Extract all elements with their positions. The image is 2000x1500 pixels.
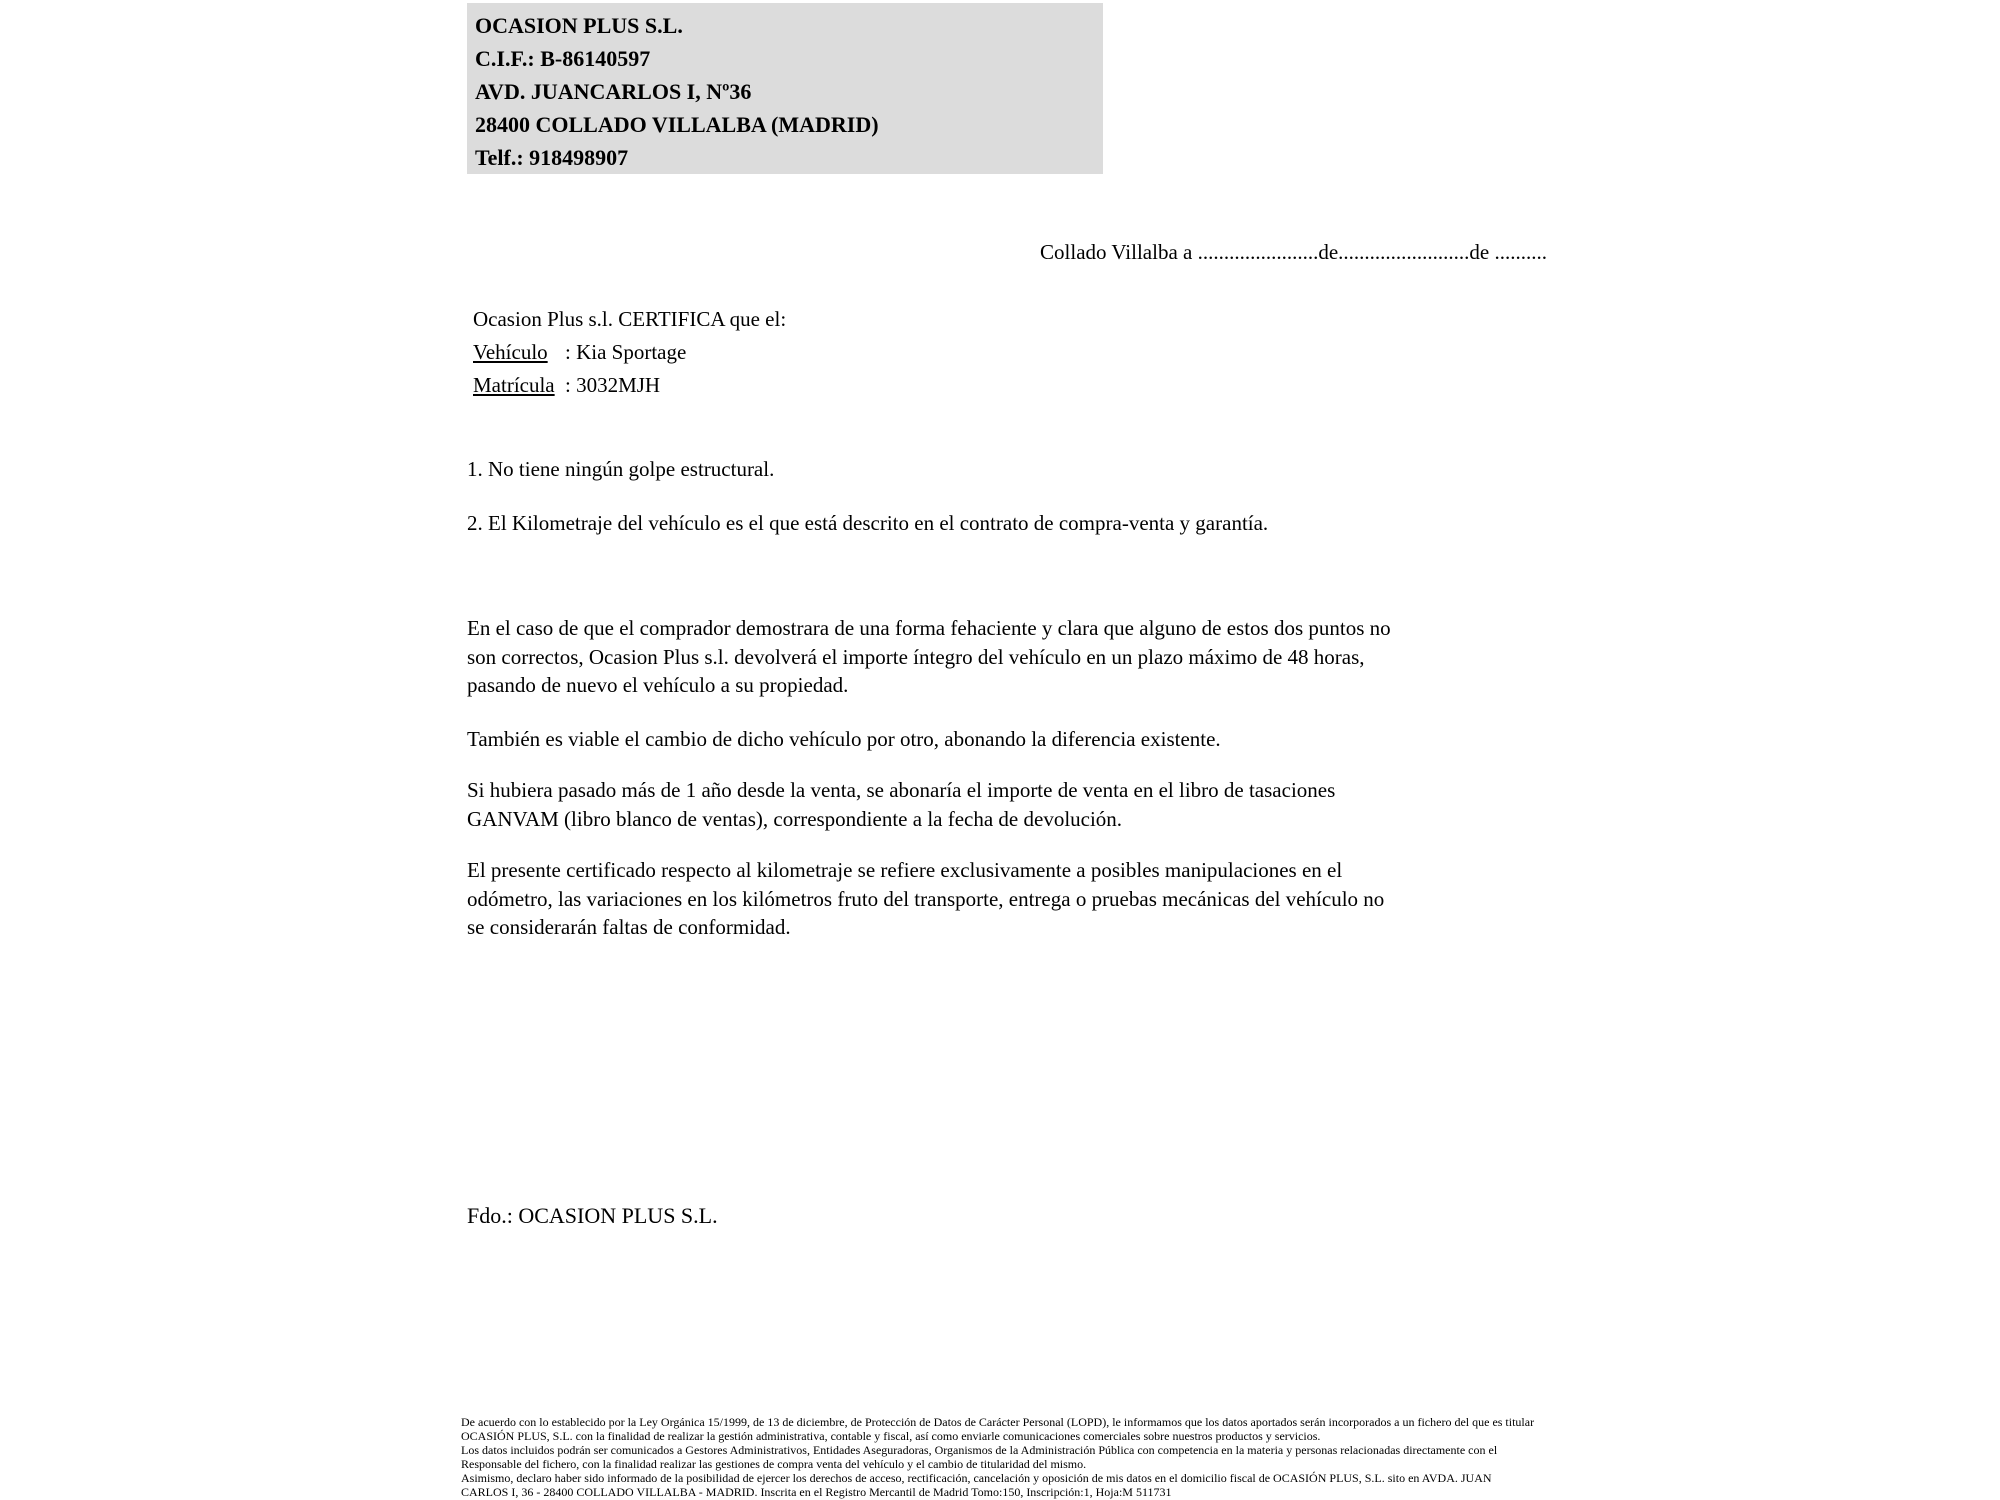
paragraph-exchange: También es viable el cambio de dicho vehículo por otro, abonando la diferencia existente.: [467, 727, 1221, 751]
legal-footer-line: Los datos incluidos podrán ser comunicados a Gestores Administrativos, Entidades Aseguradoras, Organismos de la Administración Pública con competencia en la materia y personas relacionadas directamente con el: [461, 1442, 1498, 1457]
company-phone: Telf.: 918498907: [475, 145, 629, 170]
paragraph-ganvam: Si hubiera pasado más de 1 año desde la venta, se abonaría el importe de venta en el libro de tasaciones GANVAM (libro blanco de ventas), correspondiente a la fecha de devolución.: [467, 778, 1336, 831]
vehicle-value: : Kia Sportage: [565, 340, 687, 364]
legal-footer: [461, 1416, 1571, 1499]
legal-footer-line: Responsable del fichero, con la finalidad realizar las gestiones de compra venta del vehículo y el cambio de titularidad del mismo.: [461, 1456, 1087, 1471]
company-header-box: [467, 3, 1103, 174]
vehicle-field: [473, 336, 786, 369]
signature-line: Fdo.: OCASION PLUS S.L.: [467, 1203, 718, 1228]
plate-field: [473, 369, 786, 402]
certify-intro: Ocasion Plus s.l. CERTIFICA que el:: [473, 307, 787, 331]
vehicle-label: Vehículo: [473, 340, 548, 364]
legal-footer-line: De acuerdo con lo establecido por la Ley Orgánica 15/1999, de 13 de diciembre, de Protección de Datos de Carácter Personal (LOPD), le informamos que los datos aportados serán incorporados a un fichero del que es titular: [461, 1415, 1535, 1429]
plate-value: : 3032MJH: [565, 373, 661, 397]
point-1: 1. No tiene ningún golpe estructural.: [467, 457, 775, 481]
paragraph-refund: En el caso de que el comprador demostrara de una forma fehaciente y clara que alguno de estos dos puntos no son correctos, Ocasion Plus s.l. devolverá el importe íntegro del vehículo en un plazo máximo de 48 horas, pasando de nuevo el vehículo a su propiedad.: [467, 616, 1391, 697]
company-address: AVD. JUANCARLOS I, Nº36: [475, 79, 752, 104]
legal-footer-line: CARLOS I, 36 - 28400 COLLADO VILLALBA - MADRID. Inscrita en el Registro Mercantil de Madrid Tomo:150, Inscripción:1, Hoja:M 511731: [461, 1484, 1172, 1499]
company-city: 28400 COLLADO VILLALBA (MADRID): [475, 112, 879, 137]
certify-block: [473, 303, 786, 402]
date-line: Collado Villalba a .......................de.........................de ..........: [1040, 240, 1547, 264]
plate-label: Matrícula: [473, 373, 555, 397]
paragraph-odometer: El presente certificado respecto al kilometraje se refiere exclusivamente a posibles manipulaciones en el odómetro, las variaciones en los kilómetros fruto del transporte, entrega o pruebas mecánicas del vehículo no se considerarán faltas de conformidad.: [467, 858, 1385, 939]
legal-footer-line: OCASIÓN PLUS, S.L. con la finalidad de realizar la gestión administrativa, contable y fiscal, así como enviarle comunicaciones comerciales sobre nuestros productos y servicios.: [461, 1428, 1321, 1443]
company-name: OCASION PLUS S.L.: [475, 13, 683, 38]
company-cif: C.I.F.: B-86140597: [475, 46, 651, 71]
legal-footer-line: Asimismo, declaro haber sido informado de la posibilidad de ejercer los derechos de acceso, rectificación, cancelación y oposición de mis datos en el domicilio fiscal de OCASIÓN PLUS, S.L. sito en AVDA. JUAN: [461, 1470, 1492, 1485]
point-2: 2. El Kilometraje del vehículo es el que está descrito en el contrato de compra-venta y garantía.: [467, 511, 1269, 535]
